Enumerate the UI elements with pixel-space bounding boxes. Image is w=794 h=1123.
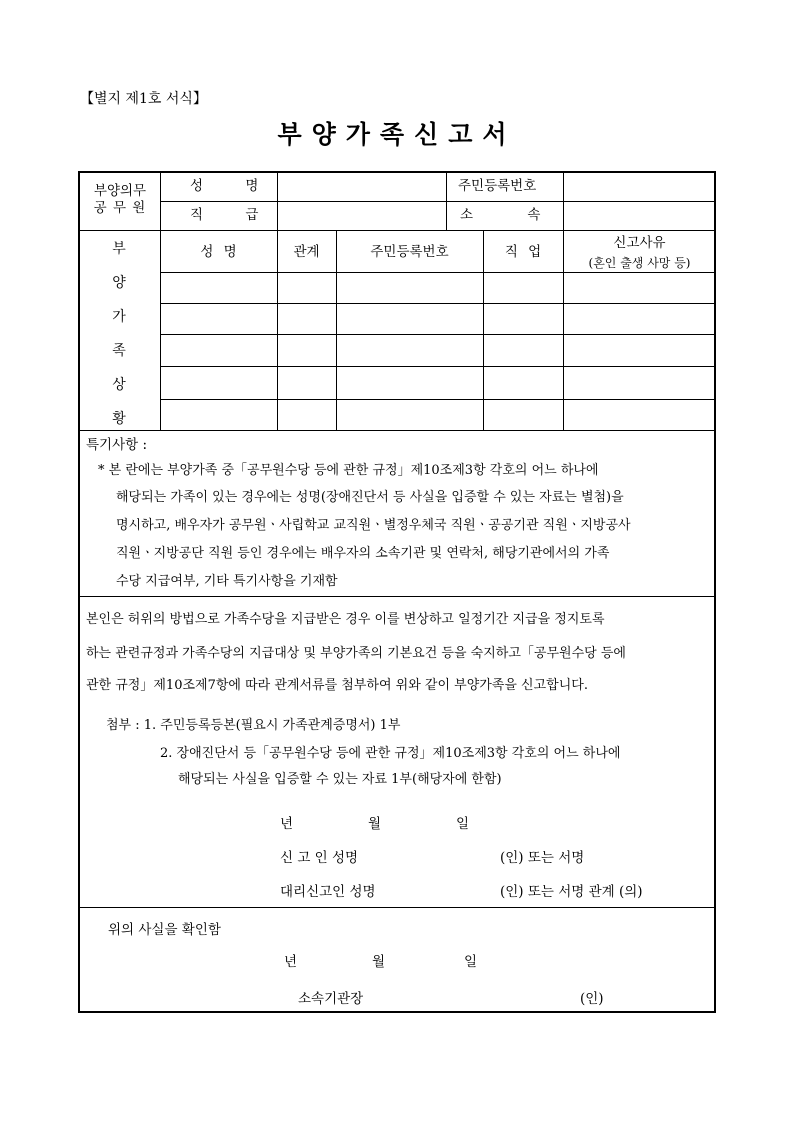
confirmation-text: 위의 사실을 확인함 — [108, 922, 221, 938]
affiliation-label: 소 속 — [460, 207, 541, 223]
col-header-rrn: 주민등록번호 — [370, 244, 449, 260]
row-divider — [160, 272, 716, 273]
col-header-relation: 관계 — [293, 244, 320, 260]
page-title: 부양가족신고서 — [277, 120, 517, 149]
col-header-name: 성 명 — [200, 244, 237, 260]
col-divider — [160, 171, 161, 430]
declaration-line: 관한 규정」제10조제7항에 따라 관계서류를 첨부하여 위와 같이 부양가족을 신고합니다. — [86, 678, 588, 693]
form-number-label: 【별지 제1호 서식】 — [80, 91, 207, 107]
row-divider — [160, 366, 716, 367]
notes-line: * 본 란에는 부양가족 중「공무원수당 등에 관한 규정」제10조제3항 각호의 어느 하나에 — [98, 463, 599, 478]
col-divider — [446, 171, 447, 230]
row-divider — [160, 334, 716, 335]
attachment-1: 첨부 : 1. 주민등록등본(필요시 가족관계증명서) 1부 — [106, 718, 401, 733]
section-divider — [78, 596, 716, 597]
dependents-side-label: 가 — [112, 309, 126, 325]
agency-head-label: 소속기관장 — [298, 991, 364, 1007]
row-divider — [160, 303, 716, 304]
dependents-side-label: 상 — [112, 377, 126, 393]
dependents-side-label: 족 — [112, 343, 126, 359]
rank-label: 직 급 — [190, 207, 259, 223]
confirm-year-label: 년 — [284, 954, 298, 970]
attachment-2-cont: 해당되는 사실을 입증할 수 있는 자료 1부(해당자에 한함) — [178, 772, 502, 787]
report-year-label: 년 — [280, 816, 294, 832]
report-day-label: 일 — [456, 816, 470, 832]
dependents-side-label: 황 — [112, 411, 126, 427]
col-header-reason: 신고사유 — [613, 235, 666, 251]
section-divider — [78, 907, 716, 908]
notes-label: 특기사항 : — [86, 437, 148, 453]
col-divider — [563, 171, 564, 430]
notes-line: 명시하고, 배우자가 공무원ㆍ사립학교 교직원ㆍ별정우체국 직원ㆍ공공기관 직원ㆍ지방공사 — [116, 518, 631, 533]
col-divider — [483, 230, 484, 430]
declaration-line: 본인은 허위의 방법으로 가족수당을 지급받은 경우 이를 변상하고 일정기간 지급을 정지토록 — [86, 612, 605, 627]
agent-signature[interactable]: (인) 또는 서명 관계 (의) — [500, 884, 643, 900]
col-divider — [336, 230, 337, 430]
declaration-line: 하는 관련규정과 가족수당의 지급대상 및 부양가족의 기본요건 등을 숙지하고「공무원수당 등에 — [86, 646, 626, 661]
col-header-occupation: 직 업 — [504, 244, 542, 260]
notes-line: 직원ㆍ지방공단 직원 등인 경우에는 배우자의 소속기관 및 연락처, 해당기관에서의 가족 — [116, 546, 610, 561]
reporter-name-label: 신 고 인 성명 — [280, 850, 359, 866]
agent-name-label: 대리신고인 성명 — [280, 884, 376, 900]
notes-line: 해당되는 가족이 있는 경우에는 성명(장애진단서 등 사실을 입증할 수 있는 자료는 별첨)을 — [116, 490, 624, 505]
agency-head-seal[interactable]: (인) — [580, 991, 604, 1007]
dependents-side-label: 부 — [112, 241, 126, 257]
name-label: 성 명 — [190, 178, 259, 194]
report-month-label: 월 — [368, 816, 382, 832]
row-divider — [160, 201, 716, 202]
confirm-day-label: 일 — [464, 954, 478, 970]
confirm-month-label: 월 — [372, 954, 386, 970]
applicant-group-label: 부양의무 — [93, 183, 147, 199]
dependents-side-label: 양 — [112, 275, 126, 291]
applicant-rrn-label: 주민등록번호 — [458, 178, 537, 194]
col-header-reason-sub: (혼인 출생 사망 등) — [588, 256, 691, 270]
applicant-group-label-2: 공 무 원 — [93, 200, 147, 216]
attachment-2: 2. 장애진단서 등「공무원수당 등에 관한 규정」제10조제3항 각호의 어느 하나에 — [160, 746, 621, 761]
row-divider — [160, 399, 716, 400]
row-divider — [78, 230, 716, 231]
col-divider — [277, 171, 278, 430]
section-divider — [78, 430, 716, 431]
notes-line: 수당 지급여부, 기타 특기사항을 기재함 — [116, 574, 338, 589]
reporter-signature[interactable]: (인) 또는 서명 — [500, 850, 585, 866]
